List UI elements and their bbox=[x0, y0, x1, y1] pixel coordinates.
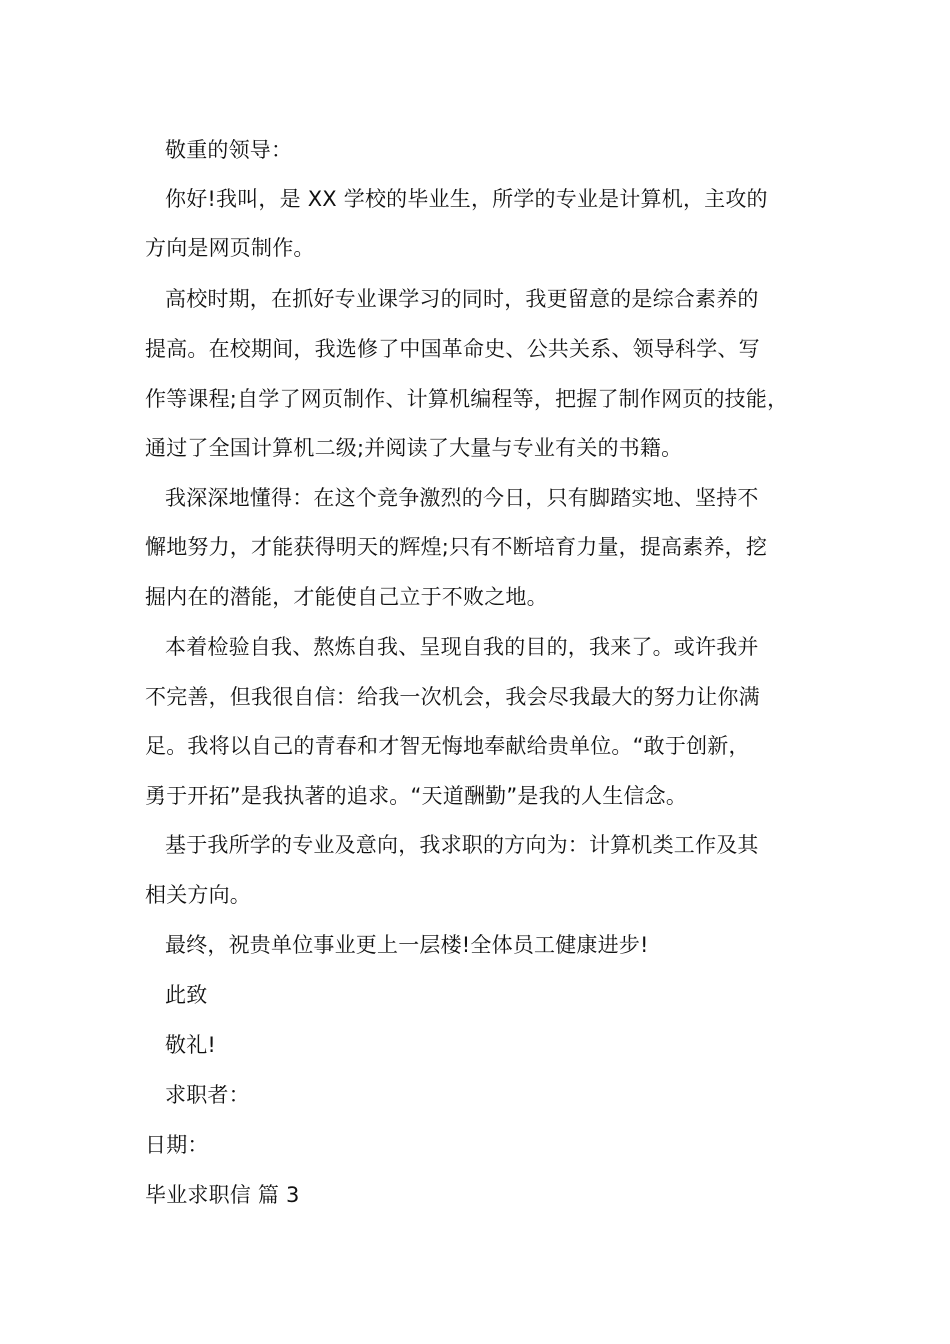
closing-line: 敬礼! bbox=[165, 1033, 217, 1057]
paragraph-line: 懈地努力，才能获得明天的辉煌;只有不断培育力量，提高素养，挖 bbox=[145, 535, 768, 559]
paragraph-line: 你好!我叫，是 XX 学校的毕业生，所学的专业是计算机，主攻的 bbox=[165, 187, 768, 211]
date-label: 日期： bbox=[145, 1133, 209, 1157]
paragraph-line: 掘内在的潜能，才能使自己立于不败之地。 bbox=[145, 585, 548, 609]
paragraph-line: 本着检验自我、熬炼自我、呈现自我的目的，我来了。或许我并 bbox=[165, 635, 759, 659]
paragraph-line: 不完善，但我很自信：给我一次机会，我会尽我最大的努力让你满 bbox=[145, 685, 760, 709]
applicant-label: 求职者： bbox=[165, 1083, 250, 1107]
salutation: 敬重的领导： bbox=[165, 138, 293, 162]
closing-wish: 最终，祝贵单位事业更上一层楼!全体员工健康进步! bbox=[165, 933, 649, 957]
paragraph-line: 高校时期，在抓好专业课学习的同时，我更留意的是综合素养的 bbox=[165, 287, 759, 311]
paragraph-line: 通过了全国计算机二级;并阅读了大量与专业有关的书籍。 bbox=[145, 436, 683, 460]
paragraph-line: 足。我将以自己的青春和才智无悔地奉献给贵单位。“敢于创新， bbox=[145, 734, 750, 758]
paragraph-line: 相关方向。 bbox=[145, 883, 251, 907]
paragraph-line: 提高。在校期间，我选修了中国革命史、公共关系、领导科学、写 bbox=[145, 337, 760, 361]
paragraph-line: 勇于开拓”是我执著的追求。“天道酬勤”是我的人生信念。 bbox=[145, 784, 688, 808]
section-heading: 毕业求职信 篇 3 bbox=[145, 1183, 300, 1207]
closing-line: 此致 bbox=[165, 983, 208, 1007]
paragraph-line: 方向是网页制作。 bbox=[145, 236, 315, 260]
paragraph-line: 我深深地懂得：在这个竞争激烈的今日，只有脚踏实地、坚持不 bbox=[165, 486, 759, 510]
paragraph-line: 作等课程;自学了网页制作、计算机编程等，把握了制作网页的技能， bbox=[145, 387, 789, 411]
paragraph-line: 基于我所学的专业及意向，我求职的方向为：计算机类工作及其 bbox=[165, 833, 759, 857]
